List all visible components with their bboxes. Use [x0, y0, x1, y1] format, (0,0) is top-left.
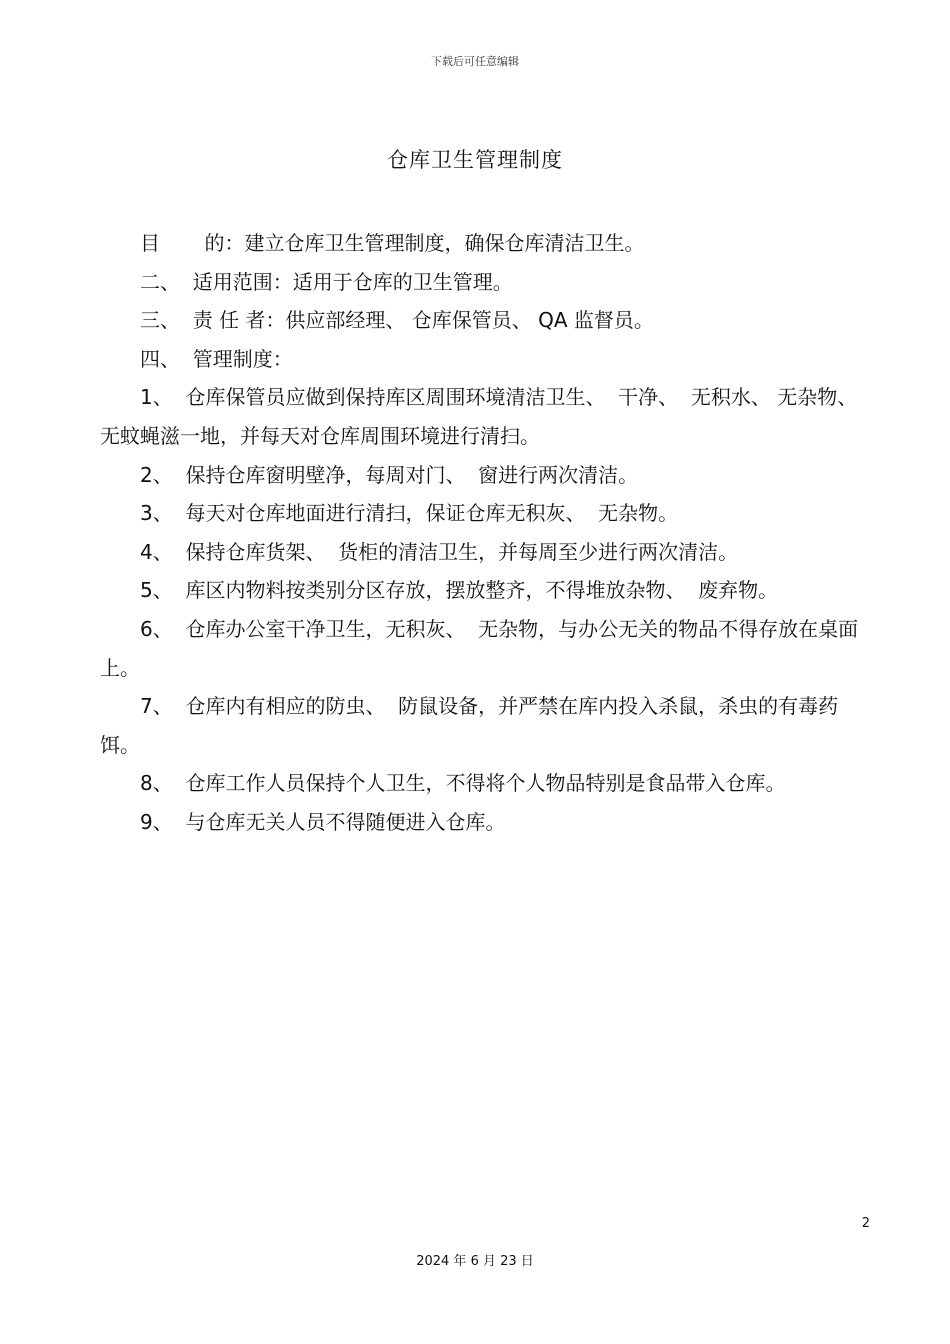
header-note: 下载后可任意编辑: [431, 55, 519, 68]
paragraph-responsible: 三、 责 任 者：供应部经理、 仓库保管员、 QA 监督员。: [140, 308, 654, 333]
rule-item-1: 1、 仓库保管员应做到保持库区周围环境清洁卫生、 干净、 无积水、 无杂物、 无蚊蝇滋一地，并每天对仓库周围环境进行清扫。: [100, 385, 870, 448]
rule-item-6: 6、 仓库办公室干净卫生，无积灰、 无杂物，与办公无关的物品不得存放在桌面上。: [100, 616, 859, 680]
rule-item-3: 3、 每天对仓库地面进行清扫，保证仓库无积灰、 无杂物。: [140, 501, 679, 526]
rule-item-7: 7、 仓库内有相应的防虫、 防鼠设备，并严禁在库内投入杀鼠，杀虫的有毒药饵。: [100, 694, 839, 757]
paragraph-scope: 二、 适用范围：适用于仓库的卫生管理。: [140, 269, 513, 294]
rule-item-8: 8、 仓库工作人员保持个人卫生，不得将个人物品特别是食品带入仓库。: [140, 771, 786, 796]
document-body: [100, 224, 870, 842]
rule-item-2: 2、 保持仓库窗明壁净，每周对门、 窗进行两次清洁。: [140, 462, 639, 487]
paragraph-purpose: 目 的：建立仓库卫生管理制度，确保仓库清洁卫生。: [140, 231, 645, 255]
page-number: 2: [861, 1216, 870, 1231]
footer-date: 2024 年 6 月 23 日: [416, 1254, 534, 1269]
document-title: 仓库卫生管理制度: [387, 148, 563, 172]
rule-item-4: 4、 保持仓库货架、 货柜的清洁卫生，并每周至少进行两次清洁。: [140, 539, 739, 564]
rule-item-5: 5、 库区内物料按类别分区存放，摆放整齐，不得堆放杂物、 废弃物。: [140, 578, 779, 603]
paragraph-rules-heading: 四、 管理制度：: [140, 346, 293, 371]
rule-item-9: 9、 与仓库无关人员不得随便进入仓库。: [140, 809, 506, 834]
